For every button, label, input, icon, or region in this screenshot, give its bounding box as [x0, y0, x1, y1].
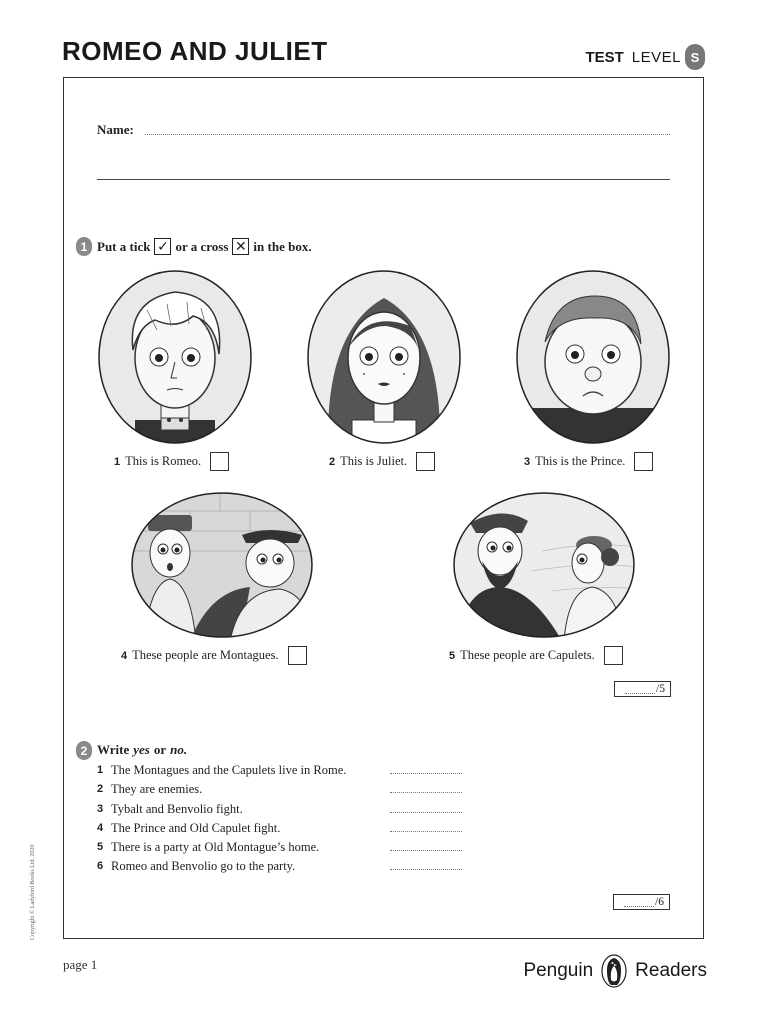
divider [97, 179, 670, 180]
item-text: These people are Montagues. [132, 648, 279, 662]
montagues-scene-image [130, 491, 314, 639]
item-text: There is a party at Old Montague’s home. [111, 840, 320, 854]
romeo-portrait-image [97, 270, 253, 445]
item-number: 6 [97, 860, 104, 872]
instruction-part: in the box. [253, 238, 312, 254]
item-text: This is Juliet. [340, 454, 408, 468]
item-number: 3 [97, 803, 104, 815]
tick-icon: ✓ [154, 238, 171, 255]
item-number: 5 [97, 841, 104, 853]
answer-field[interactable] [390, 869, 462, 870]
level-label: LEVEL [631, 48, 681, 66]
item-text: Romeo and Benvolio go to the party. [111, 859, 296, 873]
item-number: 1 [114, 455, 121, 468]
q2-item-6 [97, 859, 295, 874]
copyright-notice: Copyright © Ladybird Books Ltd, 2020 [30, 844, 36, 940]
q2-item-2 [97, 782, 202, 797]
item-text: Tybalt and Benvolio fight. [111, 802, 243, 816]
q2-item-4 [97, 821, 280, 836]
item-text: These people are Capulets. [460, 648, 595, 662]
item-number: 5 [449, 649, 456, 662]
brand-left: Penguin [523, 960, 594, 981]
question-2-instruction [97, 742, 187, 758]
answer-field[interactable] [390, 773, 462, 774]
name-label: Name: [97, 122, 134, 137]
score-total: /6 [655, 896, 664, 908]
answer-checkbox[interactable] [416, 452, 435, 471]
level-badge: S [685, 44, 705, 70]
q2-item-3 [97, 802, 243, 817]
instruction-part: or [153, 742, 167, 757]
score-dots [625, 685, 655, 694]
q1-item-4 [121, 646, 307, 665]
item-number: 2 [97, 783, 104, 795]
test-label: TEST [585, 48, 624, 66]
instruction-part: or a cross [175, 238, 229, 254]
page-number: page 1 [63, 957, 98, 972]
q2-item-5 [97, 840, 319, 855]
instruction-part: Put a tick [97, 238, 151, 254]
answer-field[interactable] [390, 831, 462, 832]
instruction-part: Write [97, 742, 130, 757]
item-number: 2 [329, 455, 336, 468]
q1-item-2 [329, 452, 435, 471]
brand-right: Readers [635, 960, 707, 981]
answer-field[interactable] [390, 792, 462, 793]
prince-portrait-image [515, 270, 671, 445]
instruction-no: no. [170, 742, 188, 757]
test-level [585, 44, 705, 70]
answer-checkbox[interactable] [210, 452, 229, 471]
q2-item-1 [97, 763, 346, 778]
capulets-scene-image [452, 491, 636, 639]
penguin-readers-logo [523, 954, 707, 988]
answer-checkbox[interactable] [604, 646, 623, 665]
q1-item-5 [449, 646, 623, 665]
question-number-1: 1 [76, 237, 92, 256]
instruction-yes: yes [133, 742, 150, 757]
q2-score-box[interactable] [613, 894, 670, 910]
score-dots [624, 898, 654, 907]
question-number-2: 2 [76, 741, 92, 760]
score-total: /5 [656, 683, 665, 695]
answer-field[interactable] [390, 812, 462, 813]
item-number: 3 [524, 455, 531, 468]
question-1-instruction [97, 238, 312, 255]
penguin-icon [601, 954, 627, 988]
name-field[interactable] [145, 134, 670, 135]
item-number: 1 [97, 764, 104, 776]
item-text: This is Romeo. [125, 454, 202, 468]
item-text: This is the Prince. [535, 454, 626, 468]
answer-checkbox[interactable] [634, 452, 653, 471]
q1-item-1 [114, 452, 229, 471]
item-text: They are enemies. [111, 782, 203, 796]
item-number: 4 [121, 649, 128, 662]
juliet-portrait-image [306, 270, 462, 445]
page-title: ROMEO AND JULIET [62, 36, 328, 66]
item-number: 4 [97, 822, 104, 834]
q1-score-box[interactable] [614, 681, 671, 697]
item-text: The Prince and Old Capulet fight. [111, 821, 281, 835]
q1-item-3 [524, 452, 653, 471]
answer-field[interactable] [390, 850, 462, 851]
cross-icon: ✕ [232, 238, 249, 255]
answer-checkbox[interactable] [288, 646, 307, 665]
item-text: The Montagues and the Capulets live in Rome. [111, 763, 347, 777]
